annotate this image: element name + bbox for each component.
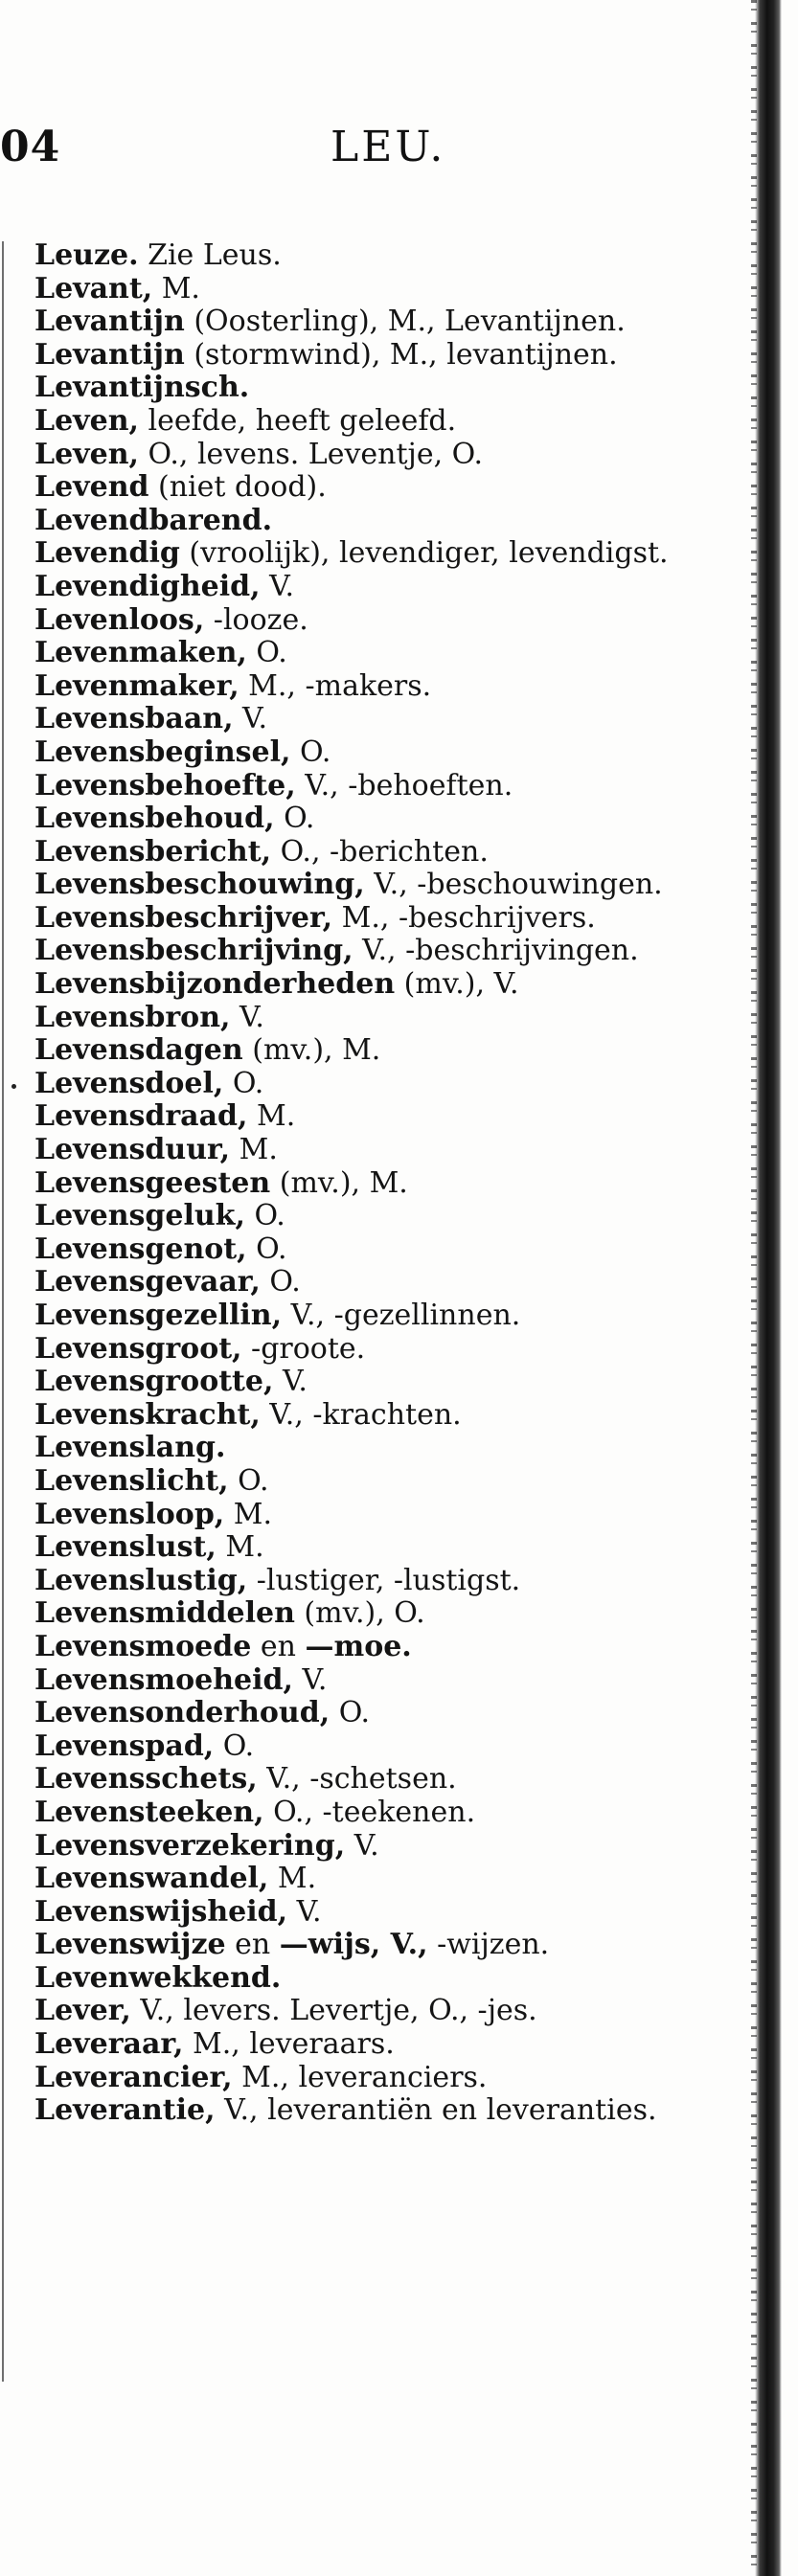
entry-grammar: en xyxy=(251,1629,306,1663)
entry-grammar: O. xyxy=(260,1265,301,1299)
dictionary-entry xyxy=(34,571,726,604)
dictionary-entry xyxy=(34,1565,726,1598)
dictionary-entry xyxy=(34,902,726,936)
entry-headword: Levensgezellin, xyxy=(34,1299,283,1332)
entry-grammar: M., leveraars. xyxy=(183,2027,395,2062)
dictionary-entry xyxy=(34,703,726,736)
entry-headword: Leverantie, xyxy=(34,2093,216,2128)
dictionary-entry xyxy=(34,1068,726,1101)
dictionary-entry xyxy=(34,968,726,1002)
entry-grammar: O. xyxy=(330,1696,371,1730)
entry-headword: Levensgevaar, xyxy=(34,1265,261,1299)
entry-grammar: (stormwind), M., levantijnen. xyxy=(184,337,618,372)
entry-headword: Levensmiddelen xyxy=(34,1596,295,1631)
dictionary-entry xyxy=(34,2062,726,2095)
dictionary-entry xyxy=(34,1167,726,1201)
entry-headword: Levensbeschouwing, xyxy=(34,868,365,902)
entry-headword: Levensbeschrijver, xyxy=(34,900,333,935)
entry-headword: Levendigheid, xyxy=(34,569,261,603)
entry-headword: Levend xyxy=(34,470,149,505)
entry-variant-headword: —moe. xyxy=(305,1629,412,1663)
entry-grammar: M. xyxy=(216,1530,264,1565)
entry-grammar: M., leveranciers. xyxy=(232,2060,488,2094)
entry-grammar: -lustiger, -lustigst. xyxy=(247,1563,521,1597)
dictionary-entry xyxy=(34,372,726,405)
entry-grammar-tail: -wijzen. xyxy=(427,1928,550,1962)
entry-grammar: O. xyxy=(246,636,287,670)
entry-headword: Levensteeken, xyxy=(34,1795,264,1829)
running-head: LEU. xyxy=(331,123,446,171)
entry-grammar: M. xyxy=(152,271,200,305)
dictionary-entry xyxy=(34,935,726,968)
dictionary-entry xyxy=(34,1863,726,1896)
entry-headword: Levensbaan, xyxy=(34,702,234,736)
entry-headword: Levensgrootte, xyxy=(34,1365,274,1399)
dictionary-entry xyxy=(34,604,726,638)
dictionary-entry xyxy=(34,1796,726,1830)
entry-grammar: O., levens. Leventje, O. xyxy=(138,437,484,471)
entry-headword: Levensmoede xyxy=(34,1629,252,1663)
dictionary-entry xyxy=(34,1134,726,1167)
dictionary-entry xyxy=(34,1333,726,1367)
page-binding-edge xyxy=(755,0,782,2576)
entry-headword: Levensbehoud, xyxy=(34,802,275,836)
dictionary-entry xyxy=(34,1266,726,1299)
entry-grammar: (mv.), O. xyxy=(294,1596,425,1631)
dictionary-entry xyxy=(34,405,726,439)
entry-grammar: M., -makers. xyxy=(239,668,432,703)
entry-headword: Levenmaken, xyxy=(34,636,247,670)
entry-grammar: V., -behoeften. xyxy=(295,768,513,802)
entry-grammar: -looze. xyxy=(204,602,308,637)
dictionary-entry xyxy=(34,1200,726,1233)
entry-headword: Levensgroot, xyxy=(34,1331,242,1366)
entry-grammar: O. xyxy=(244,1199,285,1233)
dictionary-entry xyxy=(34,537,726,571)
dictionary-entry xyxy=(34,1034,726,1068)
dictionary-entry xyxy=(34,471,726,505)
entry-grammar: V. xyxy=(287,1894,322,1929)
entry-headword: Lever, xyxy=(34,1994,131,2028)
entry-grammar: O. xyxy=(274,802,315,836)
page-number: 04 xyxy=(0,123,61,171)
entry-headword: Levensgenot, xyxy=(34,1232,247,1266)
dictionary-entry xyxy=(34,869,726,902)
entry-headword: Levensmoeheid, xyxy=(34,1662,293,1697)
dictionary-entry xyxy=(34,1763,726,1796)
entry-headword: Levensverzekering, xyxy=(34,1828,346,1863)
entry-headword: Leuze. xyxy=(34,238,139,272)
entry-headword: Levantijn xyxy=(34,305,185,339)
entry-grammar: O., -berichten. xyxy=(271,834,489,869)
entry-grammar: -groote. xyxy=(241,1331,366,1366)
dictionary-entry xyxy=(34,2028,726,2062)
entry-grammar: (mv.), V. xyxy=(395,967,519,1002)
entry-grammar: M. xyxy=(247,1099,296,1134)
entry-headword: Levensbijzonderheden xyxy=(34,967,396,1002)
entry-headword: Levenswandel, xyxy=(34,1862,269,1896)
entry-grammar: V. xyxy=(345,1828,379,1863)
entry-headword: Leverancier, xyxy=(34,2060,233,2094)
entry-grammar: (vroolijk), levendiger, levendigst. xyxy=(179,536,669,571)
entry-headword: Levenswijsheid, xyxy=(34,1894,288,1929)
dictionary-entry xyxy=(34,1002,726,1035)
dictionary-entry xyxy=(34,1896,726,1930)
dictionary-entry xyxy=(34,1299,726,1333)
column-rule xyxy=(2,241,4,2382)
entry-headword: Levenslang. xyxy=(34,1431,226,1465)
dictionary-entry xyxy=(34,1631,726,1664)
entry-grammar: V., leverantiën en leveranties. xyxy=(215,2093,657,2128)
dictionary-entry xyxy=(34,273,726,306)
dictionary-entry xyxy=(34,1664,726,1698)
entry-headword: Leven, xyxy=(34,403,139,438)
entry-headword: Levensgeluk, xyxy=(34,1199,245,1233)
dictionary-entry xyxy=(34,1697,726,1730)
dictionary-entry xyxy=(34,1730,726,1764)
dictionary-entry xyxy=(34,1995,726,2028)
entry-grammar: O., -teekenen. xyxy=(263,1795,476,1829)
entry-headword: Levendbarend. xyxy=(34,503,273,537)
entry-headword: Levantijnsch. xyxy=(34,371,250,405)
dictionary-entry xyxy=(34,802,726,836)
dictionary-entry xyxy=(34,770,726,803)
dictionary-entry xyxy=(34,339,726,373)
entry-grammar: V., -gezellinnen. xyxy=(282,1299,521,1332)
entry-grammar: V. xyxy=(260,569,295,603)
dictionary-entry xyxy=(34,670,726,704)
dictionary-entry xyxy=(34,305,726,339)
dictionary-entry xyxy=(34,1929,726,1962)
entry-grammar: (mv.), M. xyxy=(242,1033,381,1068)
entry-grammar: V., levers. Levertje, O., -jes. xyxy=(130,1994,537,2028)
entry-headword: Levantijn xyxy=(34,337,185,372)
entry-grammar: V., -krachten. xyxy=(260,1397,462,1432)
dictionary-entry xyxy=(34,1366,726,1399)
entry-headword: Levensschets, xyxy=(34,1762,258,1796)
entry-headword: Levensbron, xyxy=(34,1000,231,1034)
entry-grammar: M. xyxy=(224,1497,273,1531)
entry-headword: Levensbeginsel, xyxy=(34,734,291,769)
entry-grammar: M., -beschrijvers. xyxy=(332,900,596,935)
entry-grammar: V. xyxy=(292,1662,328,1697)
entry-grammar: V., -schetsen. xyxy=(257,1762,457,1796)
entry-headword: Levenskracht, xyxy=(34,1397,261,1432)
dictionary-entry xyxy=(34,1962,726,1996)
entry-headword: Levenspad, xyxy=(34,1729,215,1763)
entry-grammar: O. xyxy=(228,1463,269,1498)
entry-grammar: O. xyxy=(290,734,331,769)
print-speck xyxy=(11,1084,16,1089)
entry-headword: Levensbericht, xyxy=(34,834,272,869)
dictionary-entry xyxy=(34,1432,726,1465)
entry-headword: Levendig xyxy=(34,536,180,571)
entry-grammar: O. xyxy=(214,1729,255,1763)
entry-variant-headword: —wijs, V., xyxy=(279,1928,428,1962)
entry-headword: Levenslicht, xyxy=(34,1463,229,1498)
entry-grammar: M. xyxy=(268,1862,317,1896)
entry-headword: Levensbeschrijving, xyxy=(34,934,353,968)
entry-headword: Levensdoel, xyxy=(34,1066,224,1100)
entry-grammar: leefde, heeft geleefd. xyxy=(138,403,457,438)
entry-headword: Levenwekkend. xyxy=(34,1960,282,1995)
entry-grammar: Zie Leus. xyxy=(138,238,282,272)
dictionary-entry xyxy=(34,1100,726,1134)
dictionary-entry xyxy=(34,239,726,273)
entry-headword: Leveraar, xyxy=(34,2027,184,2062)
dictionary-entry xyxy=(34,1597,726,1631)
entry-grammar: M. xyxy=(230,1133,278,1167)
dictionary-entry xyxy=(34,439,726,472)
entry-headword: Leven, xyxy=(34,437,139,471)
entry-grammar: (niet dood). xyxy=(148,470,327,505)
entry-grammar: V., -beschouwingen. xyxy=(364,868,663,902)
dictionary-entry xyxy=(34,1465,726,1499)
entry-headword: Levensdraad, xyxy=(34,1099,248,1134)
entry-grammar: V. xyxy=(233,702,268,736)
entry-headword: Levensonderhoud, xyxy=(34,1696,331,1730)
entry-list xyxy=(34,239,726,2128)
entry-headword: Levensgeesten xyxy=(34,1165,271,1200)
entry-grammar: V. xyxy=(230,1000,264,1034)
entry-headword: Levenloos, xyxy=(34,602,205,637)
entry-grammar: V. xyxy=(273,1365,308,1399)
dictionary-entry xyxy=(34,1830,726,1864)
entry-headword: Levenslust, xyxy=(34,1530,217,1565)
entry-headword: Levensloop, xyxy=(34,1497,225,1531)
entry-headword: Levenslustig, xyxy=(34,1563,248,1597)
dictionary-entry xyxy=(34,505,726,538)
dictionary-entry xyxy=(34,637,726,670)
dictionary-entry xyxy=(34,836,726,870)
dictionary-entry xyxy=(34,1531,726,1565)
entry-grammar: O. xyxy=(223,1066,264,1100)
entry-grammar: V., -beschrijvingen. xyxy=(353,934,639,968)
entry-headword: Levenswijze xyxy=(34,1928,226,1962)
entry-grammar: en xyxy=(225,1928,280,1962)
dictionary-entry xyxy=(34,2094,726,2128)
entry-grammar: (Oosterling), M., Levantijnen. xyxy=(184,305,626,339)
entry-headword: Levensbehoefte, xyxy=(34,768,296,802)
entry-grammar: (mv.), M. xyxy=(270,1165,408,1200)
dictionary-entry xyxy=(34,1499,726,1532)
dictionary-entry xyxy=(34,736,726,770)
dictionary-entry xyxy=(34,1233,726,1267)
entry-headword: Levensduur, xyxy=(34,1133,231,1167)
dictionary-entry xyxy=(34,1399,726,1433)
entry-headword: Levensdagen xyxy=(34,1033,243,1068)
entry-grammar: O. xyxy=(246,1232,287,1266)
entry-headword: Levant, xyxy=(34,271,153,305)
entry-headword: Levenmaker, xyxy=(34,668,239,703)
